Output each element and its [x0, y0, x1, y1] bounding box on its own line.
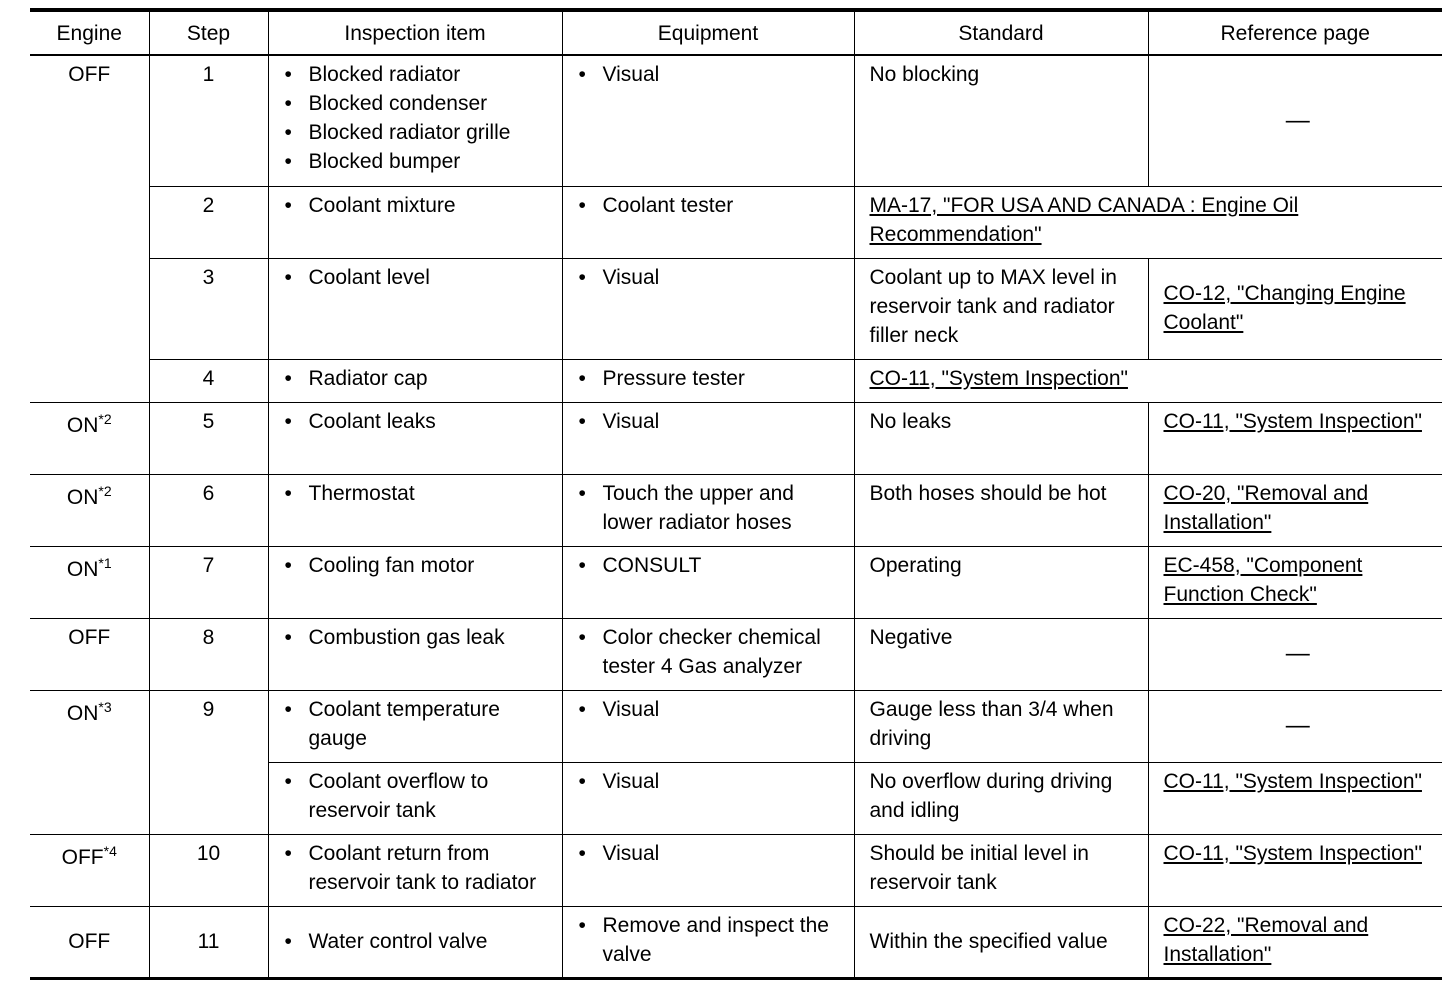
engine-state: OFF — [61, 845, 104, 869]
step-cell: 2 — [149, 186, 268, 258]
no-reference-dash: — — [1285, 106, 1310, 134]
equipment-item: • Touch the upper and lower radiator hoses — [578, 479, 844, 537]
step-cell: 1 — [149, 55, 268, 186]
step-cell: 6 — [149, 474, 268, 546]
equipment-cell — [562, 690, 854, 762]
equipment-item: • CONSULT — [578, 551, 844, 580]
equipment-item: • Pressure tester — [578, 364, 844, 393]
footnote-marker: *3 — [98, 698, 112, 715]
header-standard: Standard — [854, 10, 1148, 55]
inspection-item: • Thermostat — [284, 479, 552, 508]
reference-link[interactable]: EC-458, "Component Function Check" — [1163, 553, 1363, 606]
inspection-item: • Blocked radiator — [284, 60, 552, 89]
standard-cell: Within the specified value — [854, 906, 1148, 978]
inspection-item: • Coolant level — [284, 263, 552, 292]
equipment-cell — [562, 258, 854, 359]
engine-state: OFF — [68, 63, 111, 86]
engine-state: ON — [66, 413, 99, 437]
reference-cell — [1148, 258, 1442, 359]
inspection-item: • Coolant leaks — [284, 407, 552, 436]
header-row — [30, 10, 1442, 55]
inspection-cell — [268, 258, 562, 359]
inspection-item: • Blocked condenser — [284, 89, 552, 118]
equipment-cell — [562, 546, 854, 618]
equipment-item: • Remove and inspect the valve — [578, 911, 844, 969]
engine-state: ON — [66, 701, 99, 725]
step-cell: 9 — [149, 690, 268, 834]
step-cell: 4 — [149, 359, 268, 402]
no-reference-dash: — — [1285, 712, 1310, 739]
standard-reference-cell — [854, 186, 1442, 258]
header-step: Step — [149, 10, 268, 55]
equipment-cell — [562, 55, 854, 186]
reference-link[interactable]: CO-11, "System Inspection" — [869, 366, 1128, 390]
standard-cell: Should be initial level in reservoir tank — [854, 834, 1148, 906]
table-row — [30, 186, 1442, 258]
equipment-item: • Visual — [578, 263, 844, 292]
reference-cell — [1148, 834, 1442, 906]
footnote-marker: *1 — [98, 554, 112, 571]
inspection-cell — [268, 402, 562, 474]
engine-cell — [30, 834, 149, 906]
equipment-cell — [562, 186, 854, 258]
equipment-item: • Visual — [578, 839, 844, 868]
engine-cell — [30, 690, 149, 834]
reference-cell — [1148, 55, 1442, 186]
footnote-marker: *2 — [98, 410, 112, 427]
engine-cell — [30, 474, 149, 546]
equipment-item: • Visual — [578, 407, 844, 436]
no-reference-dash: — — [1285, 640, 1310, 667]
inspection-cell — [268, 55, 562, 186]
table-row — [30, 906, 1442, 978]
equipment-item: • Color checker chemical tester 4 Gas analyzer — [578, 623, 844, 681]
inspection-cell — [268, 186, 562, 258]
inspection-cell — [268, 690, 562, 762]
standard-cell: No leaks — [854, 402, 1148, 474]
equipment-item: • Coolant tester — [578, 191, 844, 220]
reference-cell — [1148, 474, 1442, 546]
reference-cell — [1148, 402, 1442, 474]
reference-link[interactable]: CO-11, "System Inspection" — [1163, 841, 1422, 865]
table-row — [30, 258, 1442, 359]
reference-cell — [1148, 618, 1442, 690]
inspection-cell — [268, 906, 562, 978]
standard-cell: No overflow during driving and idling — [854, 762, 1148, 834]
engine-state: ON — [66, 557, 99, 581]
inspection-cell — [268, 359, 562, 402]
inspection-cell — [268, 474, 562, 546]
reference-link[interactable]: MA-17, "FOR USA AND CANADA : Engine Oil Recommendation" — [869, 193, 1299, 246]
inspection-cell — [268, 762, 562, 834]
inspection-item: • Coolant temperature gauge — [284, 695, 552, 753]
reference-link[interactable]: CO-11, "System Inspection" — [1163, 409, 1422, 433]
equipment-item: • Visual — [578, 767, 844, 796]
engine-state: ON — [66, 485, 99, 509]
equipment-cell — [562, 906, 854, 978]
reference-cell — [1148, 906, 1442, 978]
inspection-item: • Coolant return from reservoir tank to radiator — [284, 839, 552, 897]
inspection-cell — [268, 834, 562, 906]
equipment-item: • Visual — [578, 695, 844, 724]
header-engine: Engine — [30, 10, 149, 55]
cooling-system-inspection-table — [30, 8, 1442, 980]
reference-cell — [1148, 546, 1442, 618]
equipment-cell — [562, 834, 854, 906]
table-row — [30, 55, 1442, 186]
table-row — [30, 359, 1442, 402]
reference-cell — [1148, 762, 1442, 834]
step-cell: 5 — [149, 402, 268, 474]
inspection-item: • Combustion gas leak — [284, 623, 552, 652]
reference-link[interactable]: CO-12, "Changing Engine Coolant" — [1163, 282, 1406, 334]
standard-cell: Gauge less than 3/4 when driving — [854, 690, 1148, 762]
reference-cell — [1148, 690, 1442, 762]
table-row — [30, 402, 1442, 474]
engine-cell: OFF — [30, 906, 149, 978]
equipment-cell — [562, 359, 854, 402]
standard-reference-cell — [854, 359, 1442, 402]
table-row — [30, 834, 1442, 906]
inspection-cell — [268, 618, 562, 690]
standard-cell: Coolant up to MAX level in reservoir tank and radiator filler neck — [854, 258, 1148, 359]
header-reference-page: Reference page — [1148, 10, 1442, 55]
equipment-item: • Visual — [578, 60, 844, 89]
engine-cell: OFF — [30, 618, 149, 690]
step-cell: 10 — [149, 834, 268, 906]
inspection-cell — [268, 546, 562, 618]
inspection-item: • Coolant overflow to reservoir tank — [284, 767, 552, 825]
engine-cell — [30, 55, 149, 402]
step-cell: 11 — [149, 906, 268, 978]
header-inspection-item: Inspection item — [268, 10, 562, 55]
equipment-cell — [562, 474, 854, 546]
step-cell: 3 — [149, 258, 268, 359]
equipment-cell — [562, 402, 854, 474]
table-row — [30, 546, 1442, 618]
reference-link[interactable]: CO-20, "Removal and Installation" — [1163, 481, 1369, 534]
inspection-item: • Radiator cap — [284, 364, 552, 393]
standard-cell: Both hoses should be hot — [854, 474, 1148, 546]
inspection-item: • Coolant mixture — [284, 191, 552, 220]
header-equipment: Equipment — [562, 10, 854, 55]
table-row — [30, 618, 1442, 690]
inspection-item: • Blocked radiator grille — [284, 118, 552, 147]
footnote-marker: *2 — [98, 482, 112, 499]
engine-cell — [30, 402, 149, 474]
inspection-item: • Cooling fan motor — [284, 551, 552, 580]
inspection-item: • Blocked bumper — [284, 147, 552, 176]
standard-cell: Operating — [854, 546, 1148, 618]
standard-cell: No blocking — [854, 55, 1148, 186]
step-cell: 7 — [149, 546, 268, 618]
table-row — [30, 690, 1442, 762]
footnote-marker: *4 — [103, 842, 117, 859]
inspection-item: • Water control valve — [284, 927, 552, 956]
equipment-cell — [562, 762, 854, 834]
reference-link[interactable]: CO-11, "System Inspection" — [1163, 769, 1422, 793]
engine-cell — [30, 546, 149, 618]
standard-cell: Negative — [854, 618, 1148, 690]
table-row — [30, 474, 1442, 546]
step-cell: 8 — [149, 618, 268, 690]
reference-link[interactable]: CO-22, "Removal and Installation" — [1163, 913, 1369, 966]
equipment-cell — [562, 618, 854, 690]
